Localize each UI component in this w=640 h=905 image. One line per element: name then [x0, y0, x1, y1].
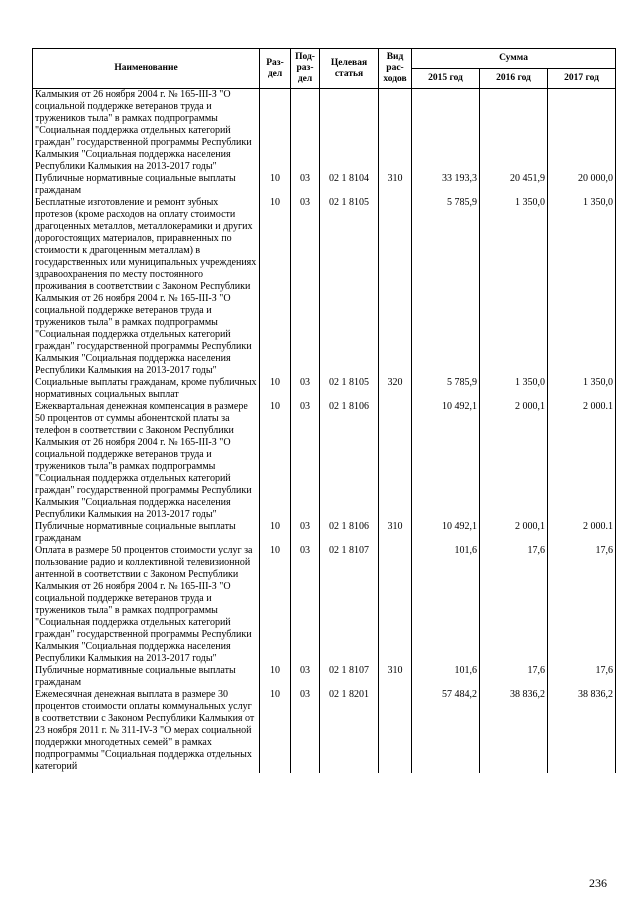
table-cell-2016: 1 350,0 [480, 377, 548, 401]
table-cell-2017: 2 000.1 [548, 521, 616, 545]
table-cell-vid: 310 [379, 173, 412, 197]
table-cell-2016: 2 000,1 [480, 401, 548, 521]
table-row [33, 521, 616, 545]
table-cell-vid [379, 689, 412, 773]
table-cell-celevaya: 02 1 8104 [320, 173, 379, 197]
table-row [33, 173, 616, 197]
table-cell-2017 [548, 89, 616, 174]
table-cell-podrazdel [291, 89, 320, 174]
header-razdel: Раз-дел [260, 49, 291, 89]
table-cell-razdel: 10 [260, 521, 291, 545]
table-row [33, 401, 616, 521]
header-podrazdel: Под-раз-дел [291, 49, 320, 89]
table-cell-2017: 38 836,2 [548, 689, 616, 773]
table-cell-2016 [480, 89, 548, 174]
table-cell-razdel [260, 89, 291, 174]
table-cell-razdel: 10 [260, 665, 291, 689]
table-cell-podrazdel: 03 [291, 545, 320, 665]
table-cell-2016: 1 350,0 [480, 197, 548, 377]
table-row [33, 197, 616, 377]
table-row [33, 665, 616, 689]
table-cell-celevaya: 02 1 8107 [320, 545, 379, 665]
header-name: Наименование [33, 49, 260, 89]
table-cell-vid [379, 89, 412, 174]
table-cell-name: Публичные нормативные социальные выплаты гражданам [33, 521, 260, 545]
table-cell-vid [379, 401, 412, 521]
table-cell-podrazdel: 03 [291, 377, 320, 401]
table-cell-2015: 5 785,9 [412, 377, 480, 401]
table-cell-razdel: 10 [260, 545, 291, 665]
table-cell-celevaya: 02 1 8105 [320, 377, 379, 401]
table-cell-2016: 20 451,9 [480, 173, 548, 197]
table-cell-2016: 17,6 [480, 545, 548, 665]
table-cell-razdel: 10 [260, 689, 291, 773]
table-cell-razdel: 10 [260, 173, 291, 197]
table-cell-celevaya: 02 1 8106 [320, 521, 379, 545]
table-cell-vid: 310 [379, 521, 412, 545]
table-row [33, 545, 616, 665]
table-row [33, 377, 616, 401]
table-cell-2015: 10 492,1 [412, 401, 480, 521]
table-cell-name: Оплата в размере 50 процентов стоимости услуг за пользование радио и коллективной телевизионной антенной в соответствии с Законом Республики Калмыкия от 26 ноября 2004 г. № 165-III-З "О социальной поддержке ветеранов труда и тружеников тыла" в рамках подпрограммы "Социальная поддержка отдельных категорий граждан" государственной программы Республики Калмыкия "Социальная поддержка населения Республики Калмыкия на 2013-2017 годы" [33, 545, 260, 665]
table-cell-podrazdel: 03 [291, 665, 320, 689]
table-cell-name: Ежемесячная денежная выплата в размере 30 процентов стоимости оплаты коммунальных услуг в соответствии с Законом Республики Калмыкия от 23 ноября 2011 г. № 311-IV-З "О мерах социальной поддержки многодетных семей" в рамках подпрограммы "Социальная поддержка отдельных категорий [33, 689, 260, 773]
table-cell-celevaya: 02 1 8106 [320, 401, 379, 521]
header-vid: Вид рас-ходов [379, 49, 412, 89]
header-celevaya: Целевая статья [320, 49, 379, 89]
table-cell-podrazdel: 03 [291, 689, 320, 773]
table-cell-2015: 101,6 [412, 665, 480, 689]
table-cell-2015: 57 484,2 [412, 689, 480, 773]
table-row [33, 89, 616, 174]
table-cell-2016: 38 836,2 [480, 689, 548, 773]
table-cell-razdel: 10 [260, 401, 291, 521]
table-cell-podrazdel: 03 [291, 401, 320, 521]
table-cell-2017: 1 350,0 [548, 197, 616, 377]
table-cell-vid: 320 [379, 377, 412, 401]
table-cell-name: Публичные нормативные социальные выплаты гражданам [33, 665, 260, 689]
table-cell-2017: 17,6 [548, 545, 616, 665]
table-cell-2015: 5 785,9 [412, 197, 480, 377]
table-cell-celevaya: 02 1 8201 [320, 689, 379, 773]
table-row [33, 689, 616, 773]
table-cell-celevaya [320, 89, 379, 174]
header-summa: Сумма [412, 49, 616, 69]
table-cell-vid: 310 [379, 665, 412, 689]
table-cell-2016: 17,6 [480, 665, 548, 689]
table-cell-name: Публичные нормативные социальные выплаты гражданам [33, 173, 260, 197]
header-2017: 2017 год [548, 69, 616, 89]
table-cell-podrazdel: 03 [291, 173, 320, 197]
table-cell-2016: 2 000,1 [480, 521, 548, 545]
table-cell-2015: 10 492,1 [412, 521, 480, 545]
table-cell-name: Калмыкия от 26 ноября 2004 г. № 165-III-З "О социальной поддержке ветеранов труда и тружеников тыла" в рамках подпрограммы "Социальная поддержка отдельных категорий граждан" государственной программы Республики Калмыкия "Социальная поддержка населения Республики Калмыкия на 2013-2017 годы" [33, 89, 260, 174]
table-cell-2015: 101,6 [412, 545, 480, 665]
table-cell-vid [379, 197, 412, 377]
header-2016: 2016 год [480, 69, 548, 89]
table-cell-razdel: 10 [260, 377, 291, 401]
page-number: 236 [589, 876, 607, 890]
table-cell-2015 [412, 89, 480, 174]
table-cell-vid [379, 545, 412, 665]
header-2015: 2015 год [412, 69, 480, 89]
table-cell-celevaya: 02 1 8105 [320, 197, 379, 377]
table-cell-2015: 33 193,3 [412, 173, 480, 197]
table-cell-name: Бесплатные изготовление и ремонт зубных протезов (кроме расходов на оплату стоимости драгоценных металлов, металлокерамики и других дорогостоящих материалов, приравненных по стоимости к драгоценным металлам) в государственных или муниципальных учреждениях здравоохранения по месту постоянного проживания в соответствии с Законом Республики Калмыкия от 26 ноября 2004 г. № 165-III-З "О социальной поддержке ветеранов труда и тружеников тыла" в рамках подпрограммы "Социальная поддержка отдельных категорий граждан" государственной программы Республики Калмыкия "Социальная поддержка населения Республики Калмыкия на 2013-2017 годы" [33, 197, 260, 377]
table-cell-2017: 2 000.1 [548, 401, 616, 521]
table-cell-podrazdel: 03 [291, 521, 320, 545]
table-cell-2017: 20 000,0 [548, 173, 616, 197]
table-cell-razdel: 10 [260, 197, 291, 377]
budget-table [32, 48, 616, 773]
table-cell-podrazdel: 03 [291, 197, 320, 377]
table-cell-name: Ежеквартальная денежная компенсация в размере 50 процентов от суммы абонентской платы за телефон в соответствии с Законом Республики Калмыкия от 26 ноября 2004 г. № 165-III-З "О социальной поддержке ветеранов труда и тружеников тыла"в рамках подпрограммы "Социальная поддержка отдельных категорий граждан" государственной программы Республики Калмыкия "Социальная поддержка населения Республики Калмыкия на 2013-2017 годы" [33, 401, 260, 521]
table-body [33, 89, 616, 774]
table-cell-name: Социальные выплаты гражданам, кроме публичных нормативных социальных выплат [33, 377, 260, 401]
table-cell-2017: 1 350,0 [548, 377, 616, 401]
table-cell-2017: 17,6 [548, 665, 616, 689]
table-cell-celevaya: 02 1 8107 [320, 665, 379, 689]
